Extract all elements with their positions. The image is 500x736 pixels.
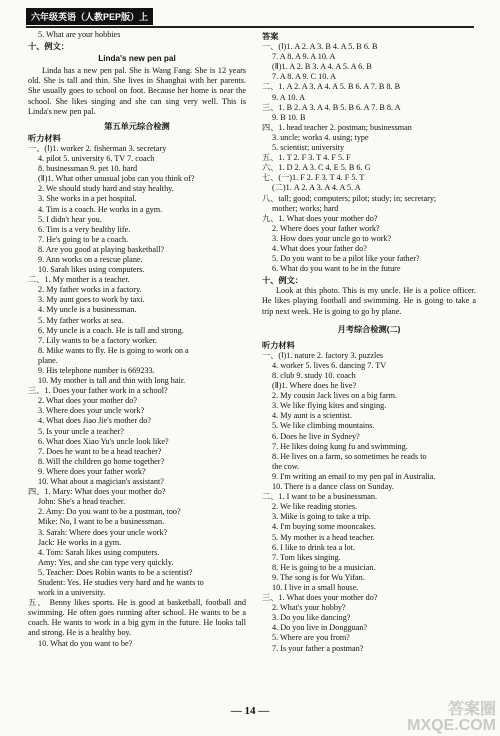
text-line: mother; works; hard <box>272 203 339 213</box>
text-line: 2. Where does your father work? <box>272 223 380 233</box>
text-line: 4. I'm buying some mooncakes. <box>272 522 376 532</box>
text-line: 4. My aunt is a scientist. <box>272 411 352 421</box>
right-column <box>262 30 476 654</box>
text-line: 8. He is going to be a musician. <box>272 562 376 572</box>
text-line: 三、1. What does your mother do? <box>262 593 378 603</box>
text-line: 3. My aunt goes to work by taxi. <box>38 295 145 305</box>
text-line: 5. What are your hobbies <box>38 30 121 39</box>
text-line: (Ⅱ)1. What other unusual jobs can you think of? <box>38 174 195 184</box>
text-line: (Ⅱ)1. A 2. B 3. A 4. A 5. A 6. B <box>272 62 372 72</box>
text-line: 10. I live in a small house. <box>272 582 359 592</box>
listening-lines <box>262 351 476 654</box>
text-line: 5. My father works at sea. <box>38 315 124 325</box>
text-line: John: She's a head teacher. <box>38 497 126 507</box>
text-line: 四、1. head teacher 2. postman; businessman <box>262 122 412 132</box>
text-line: Amy: Yes, and she can type very quickly. <box>38 557 174 567</box>
watermark-logo <box>407 702 496 734</box>
text-line: 4. Tim is a coach. He works in a gym. <box>38 204 163 214</box>
right-essay-text: Look at this photo. This is my uncle. He is a police officer. He likes playing football and swimming. He is going to take a trip next week. He is going to go by plane. <box>262 286 476 316</box>
text-line: Jack: He works in a gym. <box>38 537 122 547</box>
answers-label: 答案 <box>262 32 279 41</box>
text-line: 2. What's your hobby? <box>272 603 346 613</box>
text-line: Student: Yes. He studies very hard and he wants to <box>38 577 204 587</box>
left-column <box>28 30 246 649</box>
text-line: 8. Are you good at playing basketball? <box>38 244 165 254</box>
text-line: 9. Ann works on a rescue plane. <box>38 254 143 264</box>
text-line: Mike: No, I want to be a businessman. <box>38 517 165 527</box>
text-line: 2. What does your mother do? <box>38 396 137 406</box>
text-line: 4. worker 5. lives 6. dancing 7. TV <box>272 360 387 370</box>
text-line: 9. The song is for Wu Yifan. <box>272 572 365 582</box>
text-line: 6. I like to drink tea a lot. <box>272 542 355 552</box>
text-line: 二、1. I want to be a businessman. <box>262 492 378 502</box>
text-line: 5. We like climbing mountains. <box>272 421 375 431</box>
text-line: 3. uncle; works 4. using; type <box>272 132 369 142</box>
text-line: 4. What does your father do? <box>272 243 367 253</box>
section-5-text <box>28 598 246 638</box>
right-writing-label: 十、例文： <box>262 276 303 286</box>
section-5-label: 五、 <box>28 598 47 608</box>
text-line: 8. businessman 9. pet 10. hard <box>38 164 138 174</box>
text-line: 二、1. A 2. A 3. A 4. A 5. B 6. A 7. B 8. B <box>262 82 401 92</box>
text-line: 四、1. Mary: What does your mother do? <box>28 487 166 497</box>
right-listening-label: 听力材料 <box>262 340 295 350</box>
section-2-lines <box>28 275 246 386</box>
month-test-title: 月考综合检测(二) <box>337 324 401 334</box>
page-header <box>26 6 474 28</box>
text-line: 8. He lives on a farm, so sometimes he reads to <box>272 451 427 461</box>
page-number: — 14 — <box>230 705 270 717</box>
text-line: 7. Is your father a postman? <box>272 643 364 653</box>
text-line: 3. How does your uncle go to work? <box>272 233 392 243</box>
text-line: 10. What about a magician's assistant? <box>38 477 164 487</box>
text-line: the cow. <box>272 461 300 471</box>
text-line: 4. My uncle is a businessman. <box>38 305 137 315</box>
text-line: 6. What do you want to be in the future <box>272 264 401 274</box>
essay-title: Linda's new pen pal <box>98 54 176 64</box>
text-line: (二)1. A 2. A 3. A 4. A 5. A <box>272 183 361 193</box>
text-line: 8. Will the children go home together? <box>38 456 165 466</box>
text-line: 8. club 9. study 10. coach <box>272 371 356 380</box>
answer-lines <box>262 42 476 274</box>
text-line: 5. My mother is a head teacher. <box>272 532 375 542</box>
text-line: 4. pilot 5. university 6. TV 7. coach <box>38 154 155 164</box>
header-tag: 六年级英语（人教PEP版）上 <box>26 8 153 25</box>
watermark-text: 答案圈 MXQE.COM <box>407 701 496 734</box>
text-line: 一、(Ⅰ)1. A 2. A 3. B 4. A 5. B 6. B <box>262 42 378 52</box>
text-line: 2. Amy: Do you want to be a postman, too? <box>38 507 181 517</box>
text-line: 4. Tom: Sarah likes using computers. <box>38 547 160 557</box>
essay-text: Linda has a new pen pal. She is Wang Fang. She is 12 years old. She is tall and thin. She lives in Shanghai with her parents. She usually goes to school on foot. Because her home is near the school. She likes singing and she can sing very well. This is Linda's new pen pal. <box>28 66 246 116</box>
text-line: 6. Does he live in Sydney? <box>272 431 360 441</box>
text-line: 八、tall; good; computers; pilot; study; in; secretary; <box>262 193 437 203</box>
text-line: 7. Tom likes singing. <box>272 552 341 562</box>
section-3-lines <box>28 386 246 487</box>
text-line: 六、1. D 2. A 3. C 4. E 5. B 6. G <box>262 163 371 173</box>
text-line: 2. My cousin Jack lives on a big farm. <box>272 391 398 401</box>
text-line: 5. I didn't hear you. <box>38 214 102 224</box>
text-line: 7. He likes doing kung fu and swimming. <box>272 441 408 451</box>
text-line: 4. Do you live in Dongguan? <box>272 623 368 633</box>
text-line: 七、(一)1. F 2. F 3. T 4. F 5. T <box>262 173 365 183</box>
text-line: 三、1. Does your father work in a school? <box>28 386 168 396</box>
text-line: 10. There is a dance class on Sunday. <box>272 482 394 492</box>
text-line: 7. A 8. A 9. C 10. A <box>272 72 336 82</box>
text-line: 3. She works in a pet hospital. <box>38 194 137 204</box>
text-line: 7. He's going to be a coach. <box>38 234 129 244</box>
text-line: 4. What does Jiao Jie's mother do? <box>38 416 151 426</box>
text-line: 五、1. T 2. F 3. T 4. F 5. F <box>262 153 351 163</box>
text-line: 6. Tim is a very healthy life. <box>38 224 131 234</box>
text-line: (Ⅱ)1. Where does he live? <box>272 381 357 391</box>
text-line: 9. B 10. B <box>272 112 306 122</box>
text-line: 3. Sarah: Where does your uncle work? <box>38 527 168 537</box>
text-line: 10. My mother is tall and thin with long hair. <box>38 376 186 386</box>
text-line: plane. <box>38 355 58 365</box>
text-line: 九、1. What does your mother do? <box>262 213 378 223</box>
text-line: 6. My uncle is a coach. He is tall and strong. <box>38 325 184 335</box>
text-line: 二、1. My mother is a teacher. <box>28 275 130 285</box>
text-line: 5. Is your uncle a teacher? <box>38 426 124 436</box>
listening-label: 听力材料 <box>28 133 61 143</box>
text-line: 9. Where does your father work? <box>38 466 146 476</box>
text-line: 7. Lily wants to be a factory worker. <box>38 335 157 345</box>
text-line: 9. A 10. A <box>272 92 305 102</box>
text-line: 6. What does Xiao Yu's uncle look like? <box>38 436 169 446</box>
unit-title: 第五单元综合检测 <box>104 121 170 131</box>
section-5-body: Benny likes sports. He is good at basketball, football and swimming. He often goes running after school. He wants to be a coach. He wants to work in a big gym in the future. He looks tall and strong. He is a healthy boy. <box>28 598 246 638</box>
text-line: 2. My father works in a factory. <box>38 285 142 295</box>
text-line: 7. Does he want to be a head teacher? <box>38 446 162 456</box>
text-line: 10. Sarah likes using computers. <box>38 265 145 275</box>
text-line: 3. We like flying kites and singing. <box>272 401 387 411</box>
text-line: 3. Do you like dancing? <box>272 613 351 623</box>
text-line: 5. Teacher: Does Robin wants to be a scientist? <box>38 567 193 577</box>
text-line: work in a university. <box>38 588 106 598</box>
text-line: 5. Do you want to be a pilot like your father? <box>272 254 420 264</box>
text-line: 9. His telephone number is 669233. <box>38 366 155 375</box>
text-line: 8. Mike wants to fly. He is going to work on a <box>38 345 189 355</box>
text-line: 3. Mike is going to take a trip. <box>272 512 371 522</box>
writing-label: 十、例文： <box>28 42 69 52</box>
text-line: 2. We should study hard and stay healthy. <box>38 184 174 194</box>
text-line: 一、(Ⅰ)1. worker 2. fisherman 3. secretary <box>28 143 167 153</box>
text-line: 7. A 8. A 9. A 10. A <box>272 52 336 62</box>
text-line: 三、1. B 2. A 3. A 4. B 5. B 6. A 7. B 8. A <box>262 102 401 112</box>
left-top-lines <box>28 30 246 40</box>
text-line: 3. Where does your uncle work? <box>38 406 145 416</box>
section-5-end: 10. What do you want to be? <box>38 638 133 648</box>
section-1-lines <box>28 144 246 275</box>
text-line: 5. Where are you from? <box>272 633 350 643</box>
section-4-lines <box>28 487 246 598</box>
text-line: 一、(Ⅰ)1. nature 2. factory 3. puzzles <box>262 350 384 360</box>
text-line: 5. scientist; university <box>272 143 345 153</box>
text-line: 9. I'm writing an email to my pen pal in Australia. <box>272 471 436 481</box>
text-line: 2. We like reading stories. <box>272 502 358 512</box>
